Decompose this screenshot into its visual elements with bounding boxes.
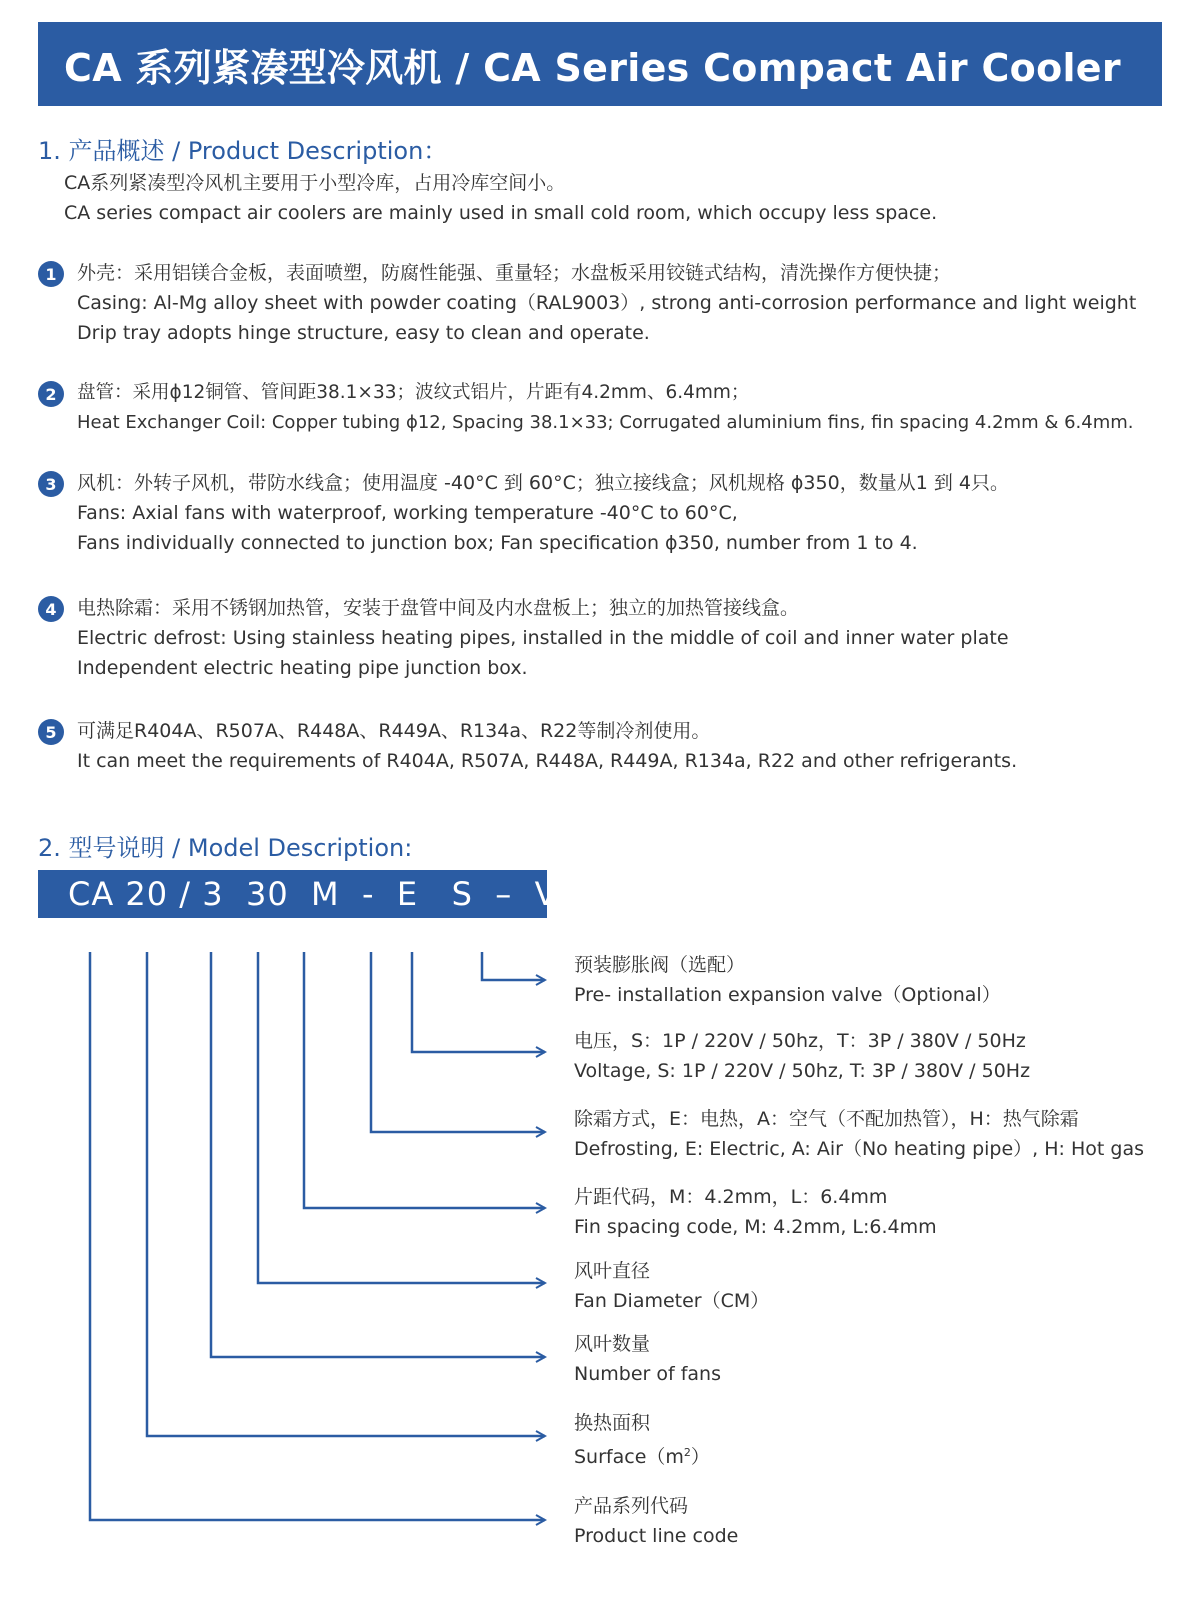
section1-heading: 1. 产品概述 / Product Description：	[38, 137, 448, 165]
desc-product-line	[574, 1491, 738, 1551]
desc-surface	[574, 1408, 710, 1472]
desc-en: Pre- installation expansion valve（Optional）	[574, 984, 1001, 1006]
connector-line-fan-diameter	[258, 952, 545, 1283]
number-badge: 2	[38, 381, 64, 407]
section2-heading: 2. 型号说明 / Model Description:	[38, 834, 413, 862]
desc-fan-diameter	[574, 1256, 769, 1316]
feature-line: 盘管：采用ϕ12铜管、管间距38.1×33；波纹式铝片，片距有4.2mm、6.4mm；	[77, 382, 750, 403]
desc-fin-spacing	[574, 1182, 937, 1242]
desc-cn: 片距代码，M：4.2mm，L：6.4mm	[574, 1186, 888, 1208]
feature-line: 风机：外转子风机，带防水线盒；使用温度 -40°C 到 60°C；独立接线盒；风机规格 ϕ350，数量从1 到 4只。	[77, 472, 1009, 494]
desc-en: Fan Diameter（CM）	[574, 1290, 770, 1312]
desc-en: Voltage, S: 1P / 220V / 50hz, T: 3P / 380V / 50Hz	[574, 1060, 1031, 1082]
feature-line: Casing: Al-Mg alloy sheet with powder coating（RAL9003）, strong anti-corrosion performance and light weight	[77, 292, 1137, 314]
feature-line: Fans: Axial fans with waterproof, working temperature -40°C to 60°C,	[77, 502, 738, 524]
number-badge: 5	[38, 719, 64, 745]
desc-defrosting	[574, 1104, 1144, 1164]
feature-line: It can meet the requirements of R404A, R507A, R448A, R449A, R134a, R22 and other refrigerants.	[77, 750, 1018, 772]
desc-cn: 风叶数量	[574, 1333, 651, 1355]
feature-line: Independent electric heating pipe junction box.	[77, 657, 528, 679]
desc-en: Product line code	[574, 1525, 739, 1547]
feature-line: Drip tray adopts hinge structure, easy to clean and operate.	[77, 322, 650, 344]
desc-cn: 电压，S：1P / 220V / 50hz，T：3P / 380V / 50Hz	[574, 1030, 1026, 1052]
feature-line: Electric defrost: Using stainless heating pipes, installed in the middle of coil and inner water plate	[77, 627, 1009, 649]
number-badge: 3	[38, 471, 64, 497]
model-code: CA 20 / 3 30 M - E S – V	[68, 875, 558, 913]
superscript: 2	[683, 1446, 691, 1459]
desc-cn: 产品系列代码	[574, 1495, 689, 1517]
desc-en-tail: ）	[690, 1446, 710, 1468]
desc-cn: 换热面积	[574, 1412, 651, 1434]
desc-en-text: Surface（m	[574, 1446, 684, 1468]
desc-en: Defrosting, E: Electric, A: Air（No heating pipe）, H: Hot gas	[574, 1138, 1144, 1160]
desc-en: Number of fans	[574, 1363, 721, 1385]
intro-cn: CA系列紧凑型冷风机主要用于小型冷库，占用冷库空间小。	[64, 172, 566, 194]
feature-line: Fans individually connected to junction box; Fan specification ϕ350, number from 1 to 4.	[77, 532, 918, 554]
desc-en: Fin spacing code, M: 4.2mm, L:6.4mm	[574, 1216, 937, 1238]
connector-line-v	[482, 952, 545, 980]
intro-en: CA series compact air coolers are mainly used in small cold room, which occupy less space.	[64, 202, 938, 224]
connector-line-m	[304, 952, 545, 1208]
desc-expansion-valve	[574, 950, 1001, 1010]
feature-line: 外壳：采用铝镁合金板，表面喷塑，防腐性能强、重量轻；水盘板采用铰链式结构，清洗操作方便快捷；	[77, 262, 952, 284]
desc-cn: 除霜方式，E：电热，A：空气（不配加热管），H：热气除霜	[574, 1108, 1079, 1130]
desc-en	[574, 1438, 710, 1472]
feature-line: 电热除霜：采用不锈钢加热管，安装于盘管中间及内水盘板上；独立的加热管接线盒。	[77, 597, 800, 619]
feature-line: 可满足R404A、R507A、R448A、R449A、R134a、R22等制冷剂使用。	[77, 720, 711, 742]
desc-cn: 风叶直径	[574, 1260, 651, 1282]
connector-line-s	[412, 952, 545, 1052]
page-title: CA 系列紧凑型冷风机 / CA Series Compact Air Cooler	[64, 45, 1121, 90]
connector-line-surface	[147, 952, 545, 1436]
number-badge: 4	[38, 596, 64, 622]
connector-line-fan-count	[211, 952, 545, 1357]
desc-fan-count	[574, 1329, 721, 1389]
desc-cn: 预装膨胀阀（选配）	[574, 954, 746, 976]
number-badge: 1	[38, 261, 64, 287]
desc-voltage	[574, 1026, 1030, 1086]
feature-line: Heat Exchanger Coil: Copper tubing ϕ12, Spacing 38.1×33; Corrugated aluminium fins, fin spacing 4.2mm & 6.4mm.	[77, 412, 1134, 433]
